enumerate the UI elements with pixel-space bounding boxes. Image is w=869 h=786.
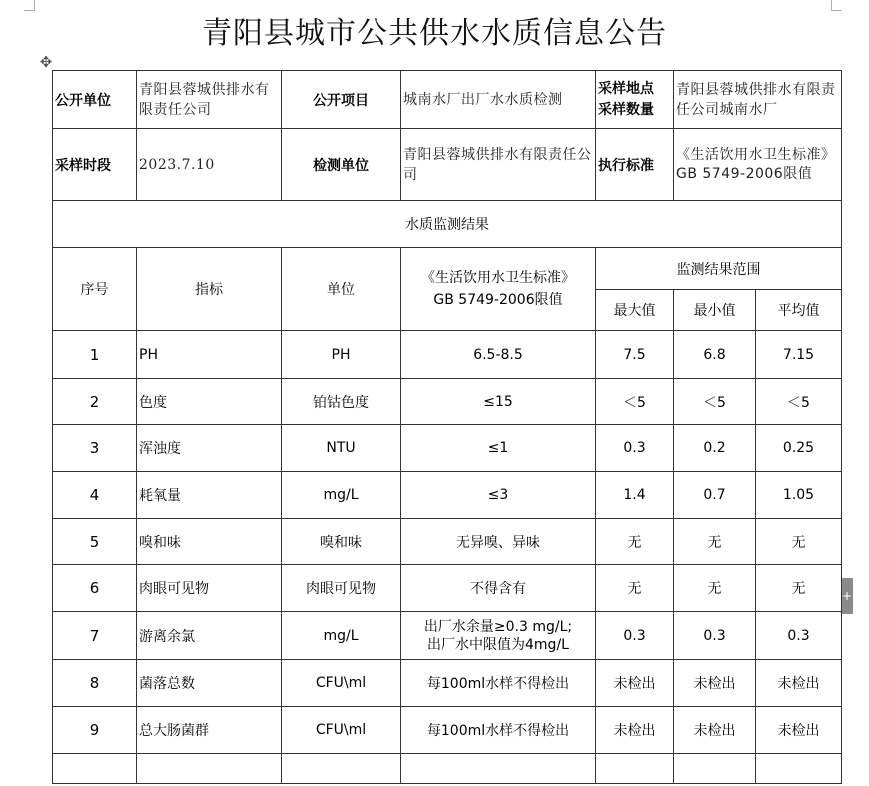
row-min: 未检出 xyxy=(674,707,756,754)
row-limit: ≤15 xyxy=(401,379,596,425)
blank-cell xyxy=(282,754,401,784)
column-header-row-1 xyxy=(53,248,842,290)
row-max: 1.4 xyxy=(596,472,674,519)
table-row xyxy=(53,472,842,519)
col-header-min: 最小值 xyxy=(674,290,756,331)
row-limit: 每100ml水样不得检出 xyxy=(401,660,596,707)
info-row-2 xyxy=(53,129,842,201)
blank-cell xyxy=(596,754,674,784)
section-title-row xyxy=(53,201,842,248)
row-indicator: 耗氧量 xyxy=(137,472,282,519)
row-max: ＜5 xyxy=(596,379,674,425)
col-header-limit-line2: GB 5749-2006限值 xyxy=(433,292,563,308)
row-limit-line1: 出厂水余量≥0.3 mg/L; xyxy=(423,618,573,635)
row-avg: ＜5 xyxy=(756,379,842,425)
col-header-max: 最大值 xyxy=(596,290,674,331)
row-max: 7.5 xyxy=(596,331,674,379)
row-avg: 无 xyxy=(756,565,842,612)
period-label: 采样时段 xyxy=(53,129,137,201)
col-header-limit xyxy=(401,248,596,331)
row-limit: ≤1 xyxy=(401,425,596,472)
row-max: 无 xyxy=(596,519,674,565)
table-row xyxy=(53,425,842,472)
row-limit: 无异嗅、异味 xyxy=(401,519,596,565)
row-avg: 7.15 xyxy=(756,331,842,379)
row-unit: 铂钴色度 xyxy=(282,379,401,425)
row-min: 0.2 xyxy=(674,425,756,472)
row-indicator: 浑浊度 xyxy=(137,425,282,472)
standard-label: 执行标准 xyxy=(596,129,674,201)
blank-cell xyxy=(756,754,842,784)
row-no: 8 xyxy=(53,660,137,707)
page-title: 青阳县城市公共供水水质信息公告 xyxy=(202,16,667,51)
publisher-value: 青阳县蓉城供排水有限责任公司 xyxy=(137,71,282,129)
blank-cell xyxy=(137,754,282,784)
row-min: 6.8 xyxy=(674,331,756,379)
table-row xyxy=(53,379,842,425)
row-max: 0.3 xyxy=(596,612,674,660)
row-no: 9 xyxy=(53,707,137,754)
tester-value: 青阳县蓉城供排水有限责任公司 xyxy=(401,129,596,201)
row-max: 无 xyxy=(596,565,674,612)
table-row xyxy=(53,707,842,754)
table-row xyxy=(53,519,842,565)
row-avg: 0.25 xyxy=(756,425,842,472)
tester-label: 检测单位 xyxy=(282,129,401,201)
row-limit: ≤3 xyxy=(401,472,596,519)
row-indicator: 总大肠菌群 xyxy=(137,707,282,754)
row-unit: NTU xyxy=(282,425,401,472)
col-header-avg: 平均值 xyxy=(756,290,842,331)
row-indicator: 游离余氯 xyxy=(137,612,282,660)
row-no: 1 xyxy=(53,331,137,379)
row-no: 4 xyxy=(53,472,137,519)
table-row xyxy=(53,331,842,379)
row-min: 无 xyxy=(674,565,756,612)
row-unit: mg/L xyxy=(282,612,401,660)
blank-row xyxy=(53,754,842,784)
row-unit: CFU\ml xyxy=(282,707,401,754)
row-indicator: 色度 xyxy=(137,379,282,425)
location-label-2: 采样数量 xyxy=(598,101,654,118)
blank-cell xyxy=(53,754,137,784)
move-cross-icon[interactable]: ✥ xyxy=(39,53,53,71)
row-limit: 不得含有 xyxy=(401,565,596,612)
item-value: 城南水厂出厂水水质检测 xyxy=(401,71,596,129)
row-limit: 每100ml水样不得检出 xyxy=(401,707,596,754)
row-no: 3 xyxy=(53,425,137,472)
period-value: 2023.7.10 xyxy=(137,129,282,201)
row-unit: 嗅和味 xyxy=(282,519,401,565)
table-row xyxy=(53,565,842,612)
info-row-1 xyxy=(53,71,842,129)
row-avg: 未检出 xyxy=(756,707,842,754)
section-title: 水质监测结果 xyxy=(53,201,842,248)
row-max: 未检出 xyxy=(596,660,674,707)
row-max: 未检出 xyxy=(596,707,674,754)
row-indicator: 肉眼可见物 xyxy=(137,565,282,612)
row-unit: CFU\ml xyxy=(282,660,401,707)
row-unit: mg/L xyxy=(282,472,401,519)
col-header-unit: 单位 xyxy=(282,248,401,331)
row-limit: 6.5-8.5 xyxy=(401,331,596,379)
row-no: 5 xyxy=(53,519,137,565)
standard-value: 《生活饮用水卫生标准》GB 5749-2006限值 xyxy=(674,129,842,201)
location-label-1: 采样地点 xyxy=(598,80,654,97)
blank-cell xyxy=(401,754,596,784)
location-label xyxy=(596,71,674,129)
row-min: ＜5 xyxy=(674,379,756,425)
row-min: 0.3 xyxy=(674,612,756,660)
table-row xyxy=(53,660,842,707)
row-avg: 1.05 xyxy=(756,472,842,519)
row-no: 7 xyxy=(53,612,137,660)
row-limit xyxy=(401,612,596,660)
row-indicator: PH xyxy=(137,331,282,379)
row-no: 6 xyxy=(53,565,137,612)
publisher-label: 公开单位 xyxy=(53,71,137,129)
location-value: 青阳县蓉城供排水有限责任公司城南水厂 xyxy=(674,71,842,129)
row-avg: 无 xyxy=(756,519,842,565)
row-unit: PH xyxy=(282,331,401,379)
row-indicator: 菌落总数 xyxy=(137,660,282,707)
col-header-indicator: 指标 xyxy=(137,248,282,331)
blank-cell xyxy=(674,754,756,784)
row-unit: 肉眼可见物 xyxy=(282,565,401,612)
row-limit-line2: 出厂水中限值为4mg/L xyxy=(427,636,569,653)
row-min: 无 xyxy=(674,519,756,565)
col-header-limit-line1: 《生活饮用水卫生标准》 xyxy=(421,270,575,286)
row-min: 未检出 xyxy=(674,660,756,707)
row-max: 0.3 xyxy=(596,425,674,472)
data-rows xyxy=(53,331,842,754)
row-indicator: 嗅和味 xyxy=(137,519,282,565)
item-label: 公开项目 xyxy=(282,71,401,129)
col-header-range: 监测结果范围 xyxy=(596,248,842,290)
col-header-no: 序号 xyxy=(53,248,137,331)
row-avg: 未检出 xyxy=(756,660,842,707)
row-avg: 0.3 xyxy=(756,612,842,660)
expand-plus-icon[interactable]: + xyxy=(841,578,853,614)
row-min: 0.7 xyxy=(674,472,756,519)
table-row xyxy=(53,612,842,660)
row-no: 2 xyxy=(53,379,137,425)
water-quality-table xyxy=(52,70,842,784)
